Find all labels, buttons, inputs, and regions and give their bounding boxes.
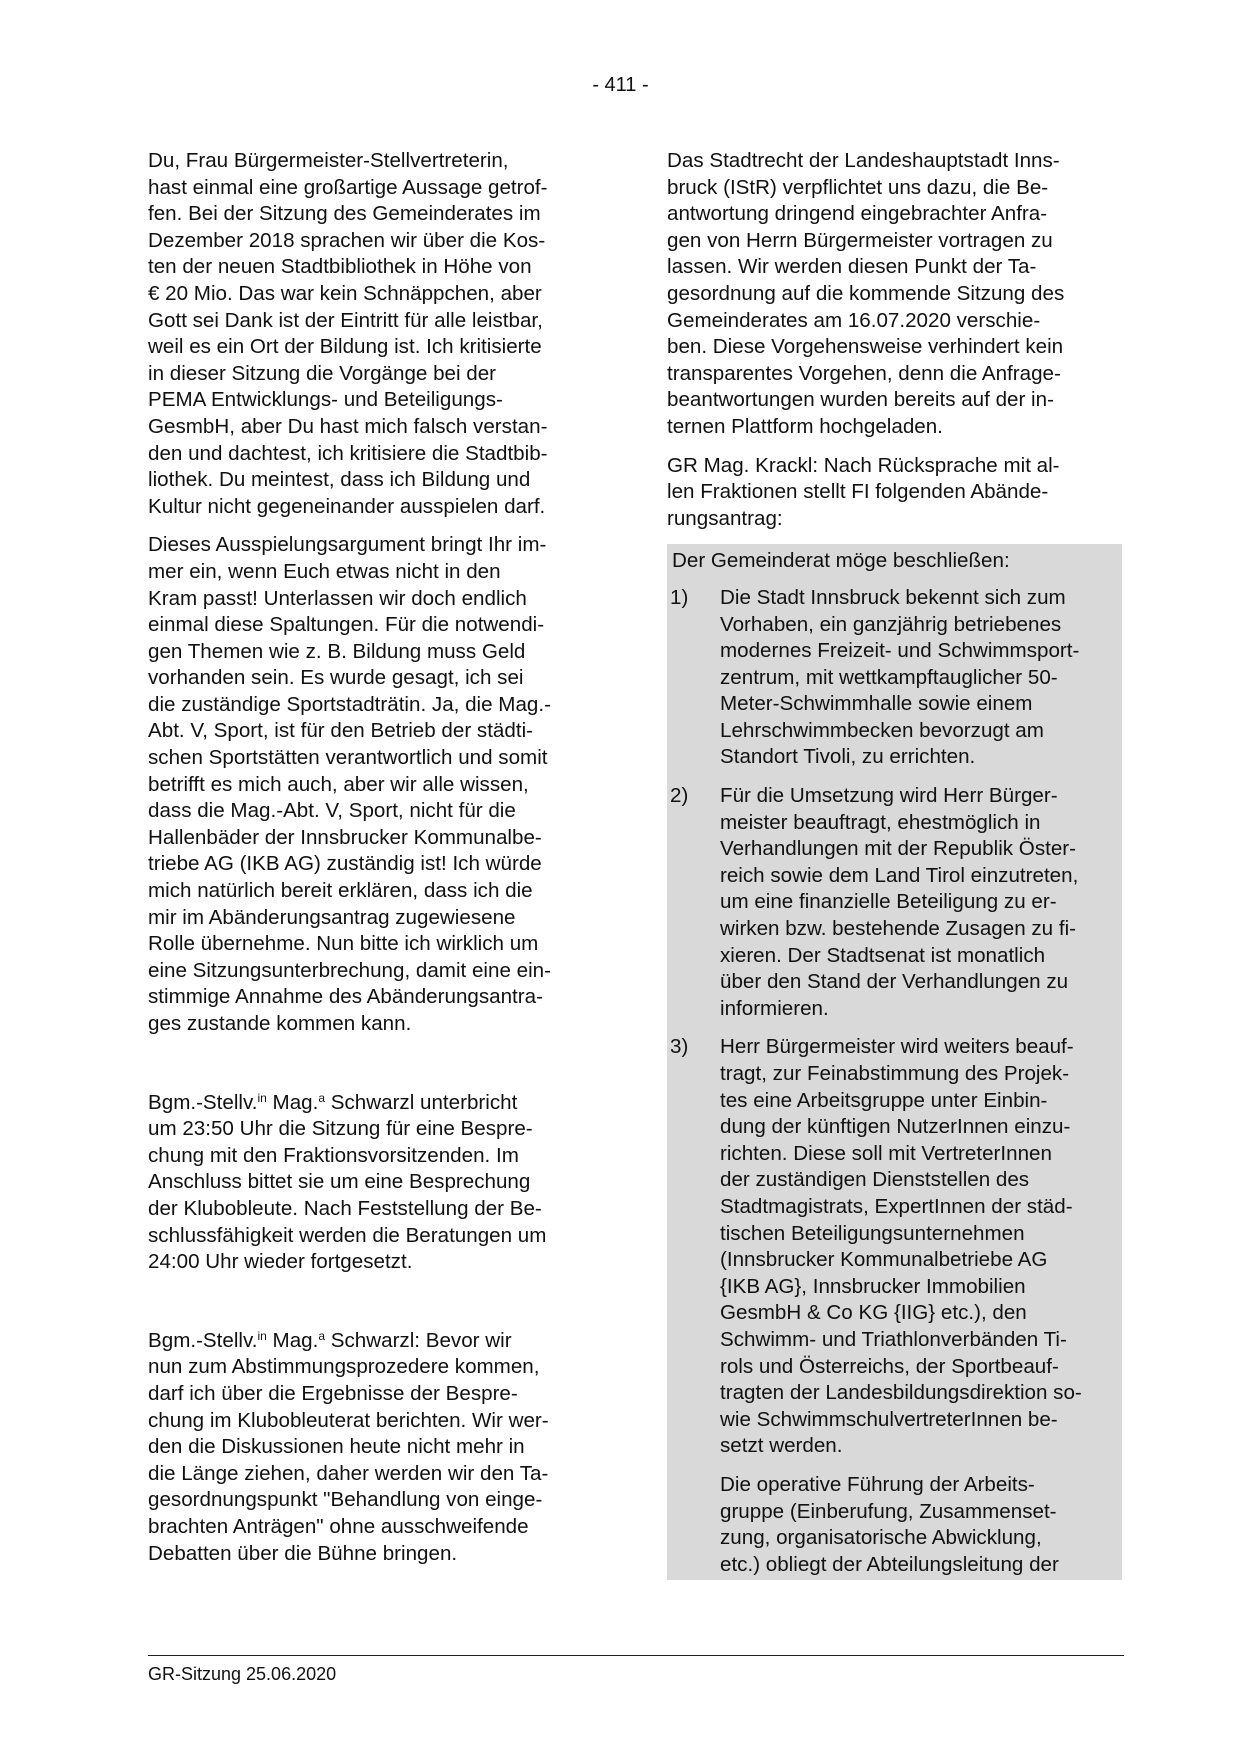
text-line: Du, Frau Bürgermeister-Stellvertreterin, xyxy=(148,149,509,172)
text-line: informieren. xyxy=(720,996,829,1020)
text-line: dung der künftigen NutzerInnen einzu- xyxy=(720,1115,1071,1139)
text-line: tes eine Arbeitsgruppe unter Einbin- xyxy=(720,1088,1048,1112)
text-line: Die operative Führung der Arbeits- xyxy=(720,1472,1035,1496)
paragraph-amendment-intro xyxy=(667,453,1122,533)
text-line: Hallenbäder der Innsbrucker Kommunalbe- xyxy=(148,825,542,849)
text-line: gruppe (Einberufung, Zusammenset- xyxy=(720,1499,1057,1523)
text-line: über den Stand der Verhandlungen zu xyxy=(720,970,1069,994)
text-line: Vorhaben, ein ganzjährig betriebenes xyxy=(720,612,1062,636)
text-line: nun zum Abstimmungsprozedere kommen, xyxy=(148,1355,540,1379)
motion-intro: Der Gemeinderat möge beschließen: xyxy=(672,549,1010,573)
text-line: hast einmal eine großartige Aussage getrof- xyxy=(148,175,548,199)
text-line: in dieser Sitzung die Vorgänge bei der xyxy=(148,361,497,385)
text-line: Anschluss bittet sie um eine Besprechung xyxy=(148,1170,531,1194)
text-line: tragt, zur Feinabstimmung des Projek- xyxy=(720,1062,1070,1085)
text-line: {IKB AG}, Innsbrucker Immobilien xyxy=(720,1274,1026,1298)
text-line: der Klubobleute. Nach Feststellung der Be- xyxy=(148,1196,542,1220)
text-line: modernes Freizeit- und Schwimmsport- xyxy=(720,639,1080,663)
text-line: wie SchwimmschulvertreterInnen be- xyxy=(720,1407,1058,1431)
paragraph-speech-continuation xyxy=(148,148,596,520)
text-line: richten. Diese soll mit VertreterInnen xyxy=(720,1141,1052,1165)
paragraph-chair-statement xyxy=(148,1328,596,1567)
text-line: triebe AG (IKB AG) zuständig ist! Ich würde xyxy=(148,852,542,876)
text-line: weil es ein Ort der Bildung ist. Ich kritisierte xyxy=(148,335,542,359)
text-line: Gemeinderates am 16.07.2020 verschie- xyxy=(667,308,1041,332)
text-line: PEMA Entwicklungs- und Beteiligungs- xyxy=(148,388,503,412)
paragraph-argument xyxy=(148,532,596,1037)
motion-item-number: 3) xyxy=(670,1035,689,1059)
motion-item-3-continuation xyxy=(667,1472,1122,1578)
text-line: zung, organisatorische Abwicklung, xyxy=(720,1526,1042,1550)
motion-item-3 xyxy=(667,1034,1122,1460)
text-line: xieren. Der Stadtsenat ist monatlich xyxy=(720,943,1046,967)
text-line: zentrum, mit wettkampftauglicher 50- xyxy=(720,665,1058,689)
text-line: tischen Beteiligungsunternehmen xyxy=(720,1221,1025,1245)
text-line: Kram passt! Unterlassen wir doch endlich xyxy=(148,586,527,610)
text-line: gen Themen wie z. B. Bildung muss Geld xyxy=(148,639,526,663)
text-line: tragten der Landesbildungsdirektion so- xyxy=(720,1381,1082,1405)
text-line: den und dachtest, ich kritisiere die Stadtbib- xyxy=(148,441,548,465)
text-line: Dezember 2018 sprachen wir über die Kos- xyxy=(148,228,546,252)
text-line: brachten Anträgen" ohne ausschweifende xyxy=(148,1514,529,1538)
motion-item-number: 1) xyxy=(670,585,689,609)
text-line: meister beauftragt, ehestmöglich in xyxy=(720,810,1041,834)
text-line: bruck (IStR) verpflichtet uns dazu, die Be- xyxy=(667,175,1049,199)
motion-items xyxy=(667,585,1122,1460)
text-line: um 23:50 Uhr die Sitzung für eine Bespre- xyxy=(148,1117,533,1141)
text-line: transparentes Vorgehen, denn die Anfrage- xyxy=(667,361,1061,385)
text-line: 24:00 Uhr wieder fortgesetzt. xyxy=(148,1250,413,1274)
text-line: Abt. V, Sport, ist für den Betrieb der städti- xyxy=(148,719,533,743)
text-line: chung mit den Fraktionsvorsitzenden. Im xyxy=(148,1143,519,1167)
text-line: fen. Bei der Sitzung des Gemeinderates im xyxy=(148,202,541,226)
text-line: mir im Abänderungsantrag zugewiesene xyxy=(148,905,516,929)
text-line: ben. Diese Vorgehensweise verhindert kein xyxy=(667,335,1064,359)
text-line: Dieses Ausspielungsargument bringt Ihr im- xyxy=(148,533,547,557)
text-line: Kultur nicht gegeneinander ausspielen darf. xyxy=(148,494,546,518)
text-line: vorhanden sein. Es wurde gesagt, ich sei xyxy=(148,666,524,690)
text-line: die Länge ziehen, daher werden wir den Ta- xyxy=(148,1461,549,1485)
motion-item-2 xyxy=(667,783,1122,1022)
text-line: Schwimm- und Triathlonverbänden Ti- xyxy=(720,1327,1067,1351)
motion-item-text xyxy=(720,1034,1122,1460)
text-line: Stadtmagistrats, ExpertInnen der städ- xyxy=(720,1194,1073,1218)
text-line: reich sowie dem Land Tirol einzutreten, xyxy=(720,863,1079,887)
text-line: Rolle übernehme. Nun bitte ich wirklich um xyxy=(148,932,539,956)
text-line: etc.) obliegt der Abteilungsleitung der xyxy=(720,1552,1059,1576)
text-line: lassen. Wir werden diesen Punkt der Ta- xyxy=(667,255,1037,279)
motion-item-text xyxy=(720,783,1122,1022)
motion-box xyxy=(667,544,1122,1580)
text-line: GR Mag. Krackl: Nach Rücksprache mit al- xyxy=(667,453,1060,477)
paragraph-city-law xyxy=(667,148,1122,441)
text-line: Herr Bürgermeister wird weiters beauf- xyxy=(720,1035,1074,1059)
footer-session-date: GR-Sitzung 25.06.2020 xyxy=(148,1664,337,1684)
motion-item-number: 2) xyxy=(670,784,689,808)
text-line: die zuständige Sportstadträtin. Ja, die Mag.- xyxy=(148,692,551,716)
text-line: len Fraktionen stellt FI folgenden Abände- xyxy=(667,480,1049,504)
footer-divider xyxy=(148,1655,1124,1656)
text-line: Für die Umsetzung wird Herr Bürger- xyxy=(720,784,1058,808)
right-column xyxy=(667,148,1122,1580)
text-line: GesmbH, aber Du hast mich falsch verstan- xyxy=(148,414,548,438)
text-line: Meter-Schwimmhalle sowie einem xyxy=(720,692,1033,716)
text-line: Verhandlungen mit der Republik Öster- xyxy=(720,837,1077,861)
text-line: gesordnungspunkt "Behandlung von einge- xyxy=(148,1488,543,1512)
text-line: ternen Plattform hochgeladen. xyxy=(667,414,943,438)
text-line: setzt werden. xyxy=(720,1434,843,1458)
text-line: (Innsbrucker Kommunalbetriebe AG xyxy=(720,1248,1048,1272)
text-line: beantwortungen wurden bereits auf der in- xyxy=(667,388,1054,412)
text-line: mich natürlich bereit erklären, dass ich die xyxy=(148,879,533,903)
paragraph-session-interruption xyxy=(148,1090,596,1276)
motion-item-1 xyxy=(667,585,1122,771)
speaker-line: Bgm.-Stellv.$^{in}$ Mag.$^a$ Schwarzl unterbricht xyxy=(148,1090,518,1114)
left-column xyxy=(148,148,596,1579)
text-line: eine Sitzungsunterbrechung, damit eine ein- xyxy=(148,958,551,982)
text-line: Die Stadt Innsbruck bekennt sich zum xyxy=(720,585,1066,609)
text-line: rols und Österreichs, der Sportbeauf- xyxy=(720,1354,1059,1378)
text-line: wirken bzw. bestehende Zusagen zu fi- xyxy=(720,917,1077,941)
page-number: - 411 - xyxy=(592,74,649,96)
text-line: um eine finanzielle Beteiligung zu er- xyxy=(720,890,1057,914)
text-line: Debatten über die Bühne bringen. xyxy=(148,1541,458,1565)
text-line: Das Stadtrecht der Landeshauptstadt Inns- xyxy=(667,149,1060,172)
text-line: chung im Klubobleuterat berichten. Wir wer- xyxy=(148,1408,549,1432)
text-line: Gott sei Dank ist der Eintritt für alle leistbar, xyxy=(148,308,543,332)
text-line: GesmbH & Co KG {IIG} etc.), den xyxy=(720,1301,1027,1325)
text-line: der zuständigen Dienststellen des xyxy=(720,1168,1030,1192)
text-line: betrifft es mich auch, aber wir alle wissen, xyxy=(148,772,529,796)
text-line: stimmige Annahme des Abänderungsantra- xyxy=(148,985,543,1009)
text-line: dass die Mag.-Abt. V, Sport, nicht für die xyxy=(148,799,516,823)
text-line: ten der neuen Stadtbibliothek in Höhe von xyxy=(148,255,532,279)
text-line: schlussfähigkeit werden die Beratungen um xyxy=(148,1223,547,1247)
text-line: Lehrschwimmbecken bevorzugt am xyxy=(720,718,1044,742)
text-line: Standort Tivoli, zu errichten. xyxy=(720,745,976,769)
text-line: darf ich über die Ergebnisse der Bespre- xyxy=(148,1381,518,1405)
text-line: antwortung dringend eingebrachter Anfra- xyxy=(667,202,1048,226)
text-line: schen Sportstätten verantwortlich und somit xyxy=(148,746,548,770)
text-line: ges zustande kommen kann. xyxy=(148,1012,412,1035)
speaker-line: Bgm.-Stellv.$^{in}$ Mag.$^a$ Schwarzl: Bevor wir xyxy=(148,1328,512,1352)
text-line: rungsantrag: xyxy=(667,506,783,530)
text-line: einmal diese Spaltungen. Für die notwendi- xyxy=(148,613,545,637)
text-line: mer ein, wenn Euch etwas nicht in den xyxy=(148,559,501,583)
text-line: gen von Herrn Bürgermeister vortragen zu xyxy=(667,228,1053,252)
text-line: € 20 Mio. Das war kein Schnäppchen, aber xyxy=(148,281,542,305)
text-line: gesordnung auf die kommende Sitzung des xyxy=(667,281,1065,305)
motion-item-text xyxy=(720,585,1122,771)
text-line: liothek. Du meintest, dass ich Bildung und xyxy=(148,468,531,492)
text-line: den die Diskussionen heute nicht mehr in xyxy=(148,1435,525,1459)
